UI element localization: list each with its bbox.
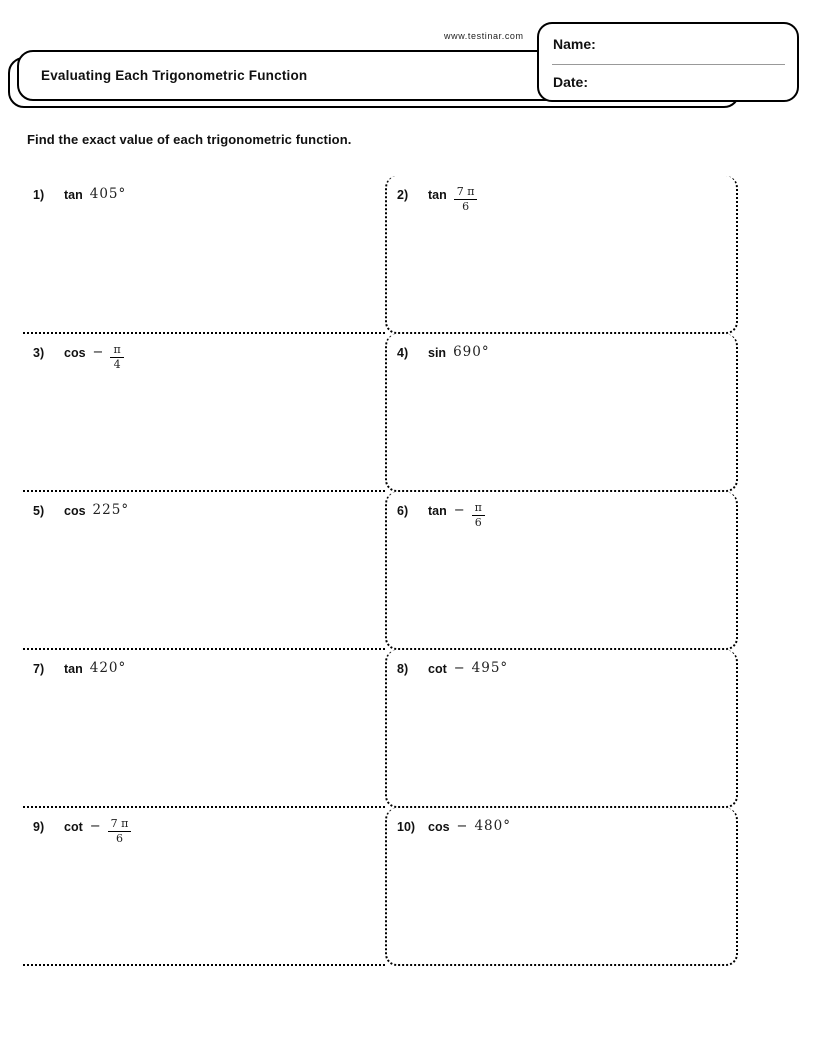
problem-cell xyxy=(385,650,738,808)
angle-value: 495° xyxy=(471,660,509,676)
name-fill-line xyxy=(552,64,785,65)
fraction-numerator: π xyxy=(110,344,123,358)
problem-cell xyxy=(385,176,738,334)
problem-expression xyxy=(33,186,385,202)
minus-sign: − xyxy=(453,661,465,676)
problem-cell xyxy=(23,492,385,650)
trig-function-name: cos xyxy=(428,820,450,834)
trig-function-name: tan xyxy=(428,504,447,518)
problem-cell xyxy=(23,808,385,966)
angle-value: 690° xyxy=(453,344,490,360)
fraction-denominator: 6 xyxy=(462,200,470,214)
angle-value: 480° xyxy=(474,818,511,834)
problem-number: 7) xyxy=(33,662,45,676)
angle-value: 405° xyxy=(89,186,127,202)
angle-fraction xyxy=(108,818,132,845)
problem-expression xyxy=(33,502,385,518)
instruction-text: Find the exact value of each trigonometric function. xyxy=(27,132,352,147)
problem-expression xyxy=(397,502,736,529)
fraction-numerator: π xyxy=(472,502,485,516)
problem-expression xyxy=(397,818,736,834)
trig-function-name: cot xyxy=(428,662,447,676)
trig-function-name: tan xyxy=(64,188,83,202)
problem-expression xyxy=(397,660,736,676)
trig-function-name: cos xyxy=(64,504,86,518)
problem-cell xyxy=(23,176,385,334)
problem-cell xyxy=(385,492,738,650)
angle-fraction xyxy=(472,502,485,529)
minus-sign: − xyxy=(453,503,465,518)
trig-function-name: sin xyxy=(428,346,447,360)
fraction-denominator: 6 xyxy=(474,516,482,530)
problem-number: 3) xyxy=(33,346,45,360)
angle-fraction xyxy=(454,186,478,213)
problem-number: 2) xyxy=(397,188,409,202)
trig-function-name: tan xyxy=(64,662,83,676)
problem-number: 10) xyxy=(397,820,416,834)
minus-sign: − xyxy=(92,345,104,360)
problem-number: 4) xyxy=(397,346,409,360)
name-date-box xyxy=(537,22,799,102)
problem-number: 9) xyxy=(33,820,45,834)
website-url: www.testinar.com xyxy=(444,31,524,41)
problem-expression xyxy=(33,344,385,371)
trig-function-name: cot xyxy=(64,820,83,834)
name-label: Name: xyxy=(553,36,596,52)
fraction-denominator: 4 xyxy=(113,358,121,372)
angle-value: 225° xyxy=(92,502,130,518)
problem-expression xyxy=(397,344,736,360)
minus-sign: − xyxy=(89,819,101,834)
page-title: Evaluating Each Trigonometric Function xyxy=(41,68,308,83)
trig-function-name: tan xyxy=(428,188,447,202)
fraction-denominator: 6 xyxy=(116,832,124,846)
problem-number: 1) xyxy=(33,188,45,202)
problem-expression xyxy=(33,660,385,676)
problem-number: 6) xyxy=(397,504,409,518)
trig-function-name: cos xyxy=(64,346,86,360)
problem-number: 5) xyxy=(33,504,45,518)
problem-expression xyxy=(397,186,736,213)
date-label: Date: xyxy=(553,74,589,90)
angle-fraction xyxy=(110,344,123,371)
problem-cell xyxy=(385,334,738,492)
fraction-numerator: 7 π xyxy=(454,186,478,200)
angle-value: 420° xyxy=(89,660,127,676)
problem-cell xyxy=(23,334,385,492)
problem-cell xyxy=(23,650,385,808)
problem-number: 8) xyxy=(397,662,409,676)
problems-grid xyxy=(23,176,738,966)
minus-sign: − xyxy=(456,819,468,834)
fraction-numerator: 7 π xyxy=(108,818,132,832)
problem-expression xyxy=(33,818,385,845)
problem-cell xyxy=(385,808,738,966)
